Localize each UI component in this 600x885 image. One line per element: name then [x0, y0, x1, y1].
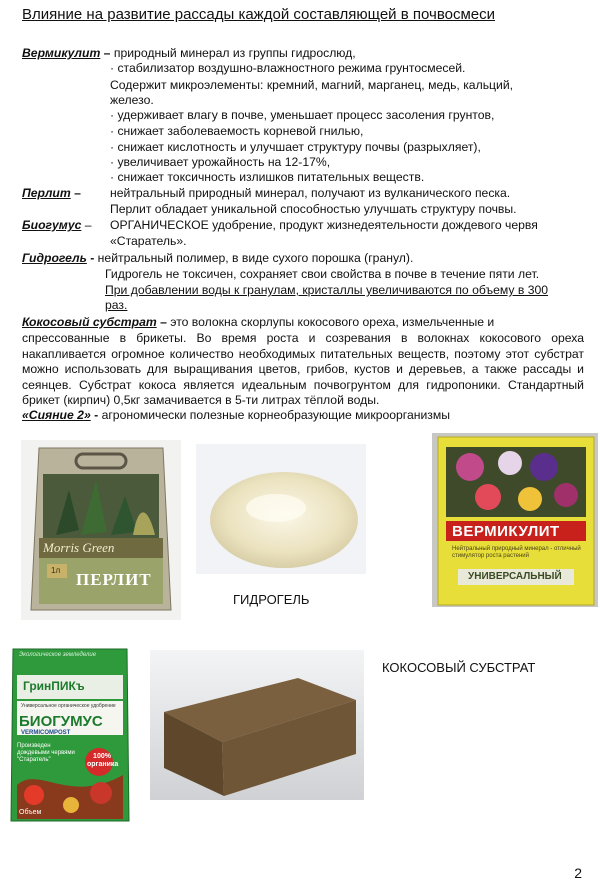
perlite-bag-label: ПЕРЛИТ	[76, 570, 152, 589]
perlite-bag-image	[21, 440, 181, 620]
hydrogel-def: нейтральный полимер, в виде сухого порошка (гранул).	[94, 251, 414, 265]
vermiculite-line: · удерживает влагу в почве, уменьшает процесс засоления грунтов,	[110, 108, 495, 122]
perlite-term: Перлит	[22, 186, 71, 200]
page-title: Влияние на развитие рассады каждой составляющей в почвосмеси	[22, 6, 495, 23]
biohumus-bag-badge: 100% органика	[87, 753, 119, 768]
vermiculite-line: железо.	[110, 93, 154, 107]
page-number: 2	[574, 865, 582, 881]
coconut-dash: –	[156, 315, 167, 329]
hydrogel-caption: ГИДРОГЕЛЬ	[233, 592, 310, 607]
perlite-bag-photo	[21, 440, 181, 620]
vermiculite-bag-photo	[432, 433, 598, 607]
perlite-dash: –	[70, 186, 81, 200]
biohumus-bag-top: Экологическое земледелие	[19, 652, 97, 658]
vermiculite-bag-desc: Нейтральный природный минерал - отличный стимулятор роста растений	[452, 546, 581, 559]
vermiculite-line: · стабилизатор воздушно-влажностного режима грунтосмесей.	[110, 61, 466, 75]
biohumus-bag-made: Произведен дождевыми червями "Старатель"	[17, 743, 75, 763]
coconut-definition	[22, 315, 494, 329]
hydrogel-line-underlined: раз.	[105, 298, 128, 312]
hydrogel-line: Гидрогель не токсичен, сохраняет свои свойства в почве в течение пяти лет.	[105, 267, 540, 281]
coconut-def: это волокна скорлупы кокосового ореха, измельченные и	[166, 315, 495, 329]
perlite-bag-badge: 1л	[51, 566, 61, 575]
hydrogel-line-underlined: При добавлении воды к гранулам, кристаллы увеличиваются по объему в 300	[105, 283, 549, 297]
biohumus-bag-photo	[9, 645, 131, 823]
hydrogel-definition	[22, 251, 413, 265]
coconut-brick-photo	[150, 650, 364, 800]
hydrogel-dash: -	[86, 251, 95, 265]
vermiculite-dash: –	[100, 46, 114, 60]
vermiculite-line: Содержит микроэлементы: кремний, магний, марганец, медь, кальций,	[110, 78, 514, 92]
siyanie-term: «Сияние 2»	[22, 408, 91, 422]
perlite-line: Перлит обладает уникальной способностью улучшать структуру почвы.	[110, 202, 517, 216]
biohumus-line: ОРГАНИЧЕСКОЕ удобрение, продукт жизнедеятельности дождевого червя	[110, 218, 538, 232]
biohumus-bag-label: БИОГУМУС	[19, 713, 103, 730]
siyanie-def: агрономически полезные корнеобразующие микроорганизмы	[101, 408, 451, 422]
perlite-bag-brand: Morris Green	[43, 540, 115, 555]
vermiculite-bag-sub: УНИВЕРСАЛЬНЫЙ	[468, 571, 562, 582]
biohumus-term: Биогумус	[22, 218, 82, 232]
siyanie-definition	[22, 408, 450, 422]
coconut-caption: КОКОСОВЫЙ СУБСТРАТ	[382, 660, 536, 675]
vermiculite-line: · снижает кислотность и улучшает структуру почвы (разрыхляет),	[110, 140, 481, 154]
hydrogel-granules-image	[196, 444, 366, 574]
vermiculite-line: · снижает токсичность излишков питательных веществ.	[110, 170, 425, 184]
coconut-term: Кокосовый субстрат	[22, 315, 157, 329]
vermiculite-line: · увеличивает урожайность на 12-17%,	[110, 155, 331, 169]
biohumus-term-line	[22, 218, 92, 232]
vermiculite-definition	[22, 46, 356, 60]
hydrogel-term: Гидрогель	[22, 251, 87, 265]
biohumus-bag-small: Универсальное органическое удобрение	[21, 703, 116, 709]
hydrogel-photo	[196, 444, 366, 574]
coconut-brick-image	[150, 650, 364, 800]
siyanie-dash: -	[90, 408, 102, 422]
vermiculite-def: природный минерал из группы гидрослюд,	[113, 46, 356, 60]
biohumus-bag-volume: Объем	[19, 809, 42, 816]
perlite-term-line	[22, 186, 81, 200]
perlite-line: нейтральный природный минерал, получают из вулканического песка.	[110, 186, 511, 200]
vermiculite-term: Вермикулит	[22, 46, 101, 60]
biohumus-bag-sub: VERMICOMPOST	[21, 730, 71, 736]
biohumus-dash: –	[81, 218, 92, 232]
coconut-body: спрессованные в брикеты. Во время роста и созревания в волокнах кокосового ореха накапливается огромное количество необходимых питательных веществ, поэтому этот субстрат можно использовать для выращивания цветов, грибов, кустов и деревьев, а также рассады и сеянцев. Субстрат кокоса является идеальным почвогрунтом для гидропоники. Стандартный брикет (кирпич) 0,5кг замачивается в 5-ти литрах тёплой воды.	[22, 331, 584, 407]
biohumus-bag-brand: ГринПИКъ	[23, 679, 85, 693]
vermiculite-bag-label: ВЕРМИКУЛИТ	[452, 523, 560, 540]
biohumus-line: «Старатель».	[110, 234, 187, 248]
vermiculite-line: · снижает заболеваемость корневой гнилью,	[110, 124, 364, 138]
